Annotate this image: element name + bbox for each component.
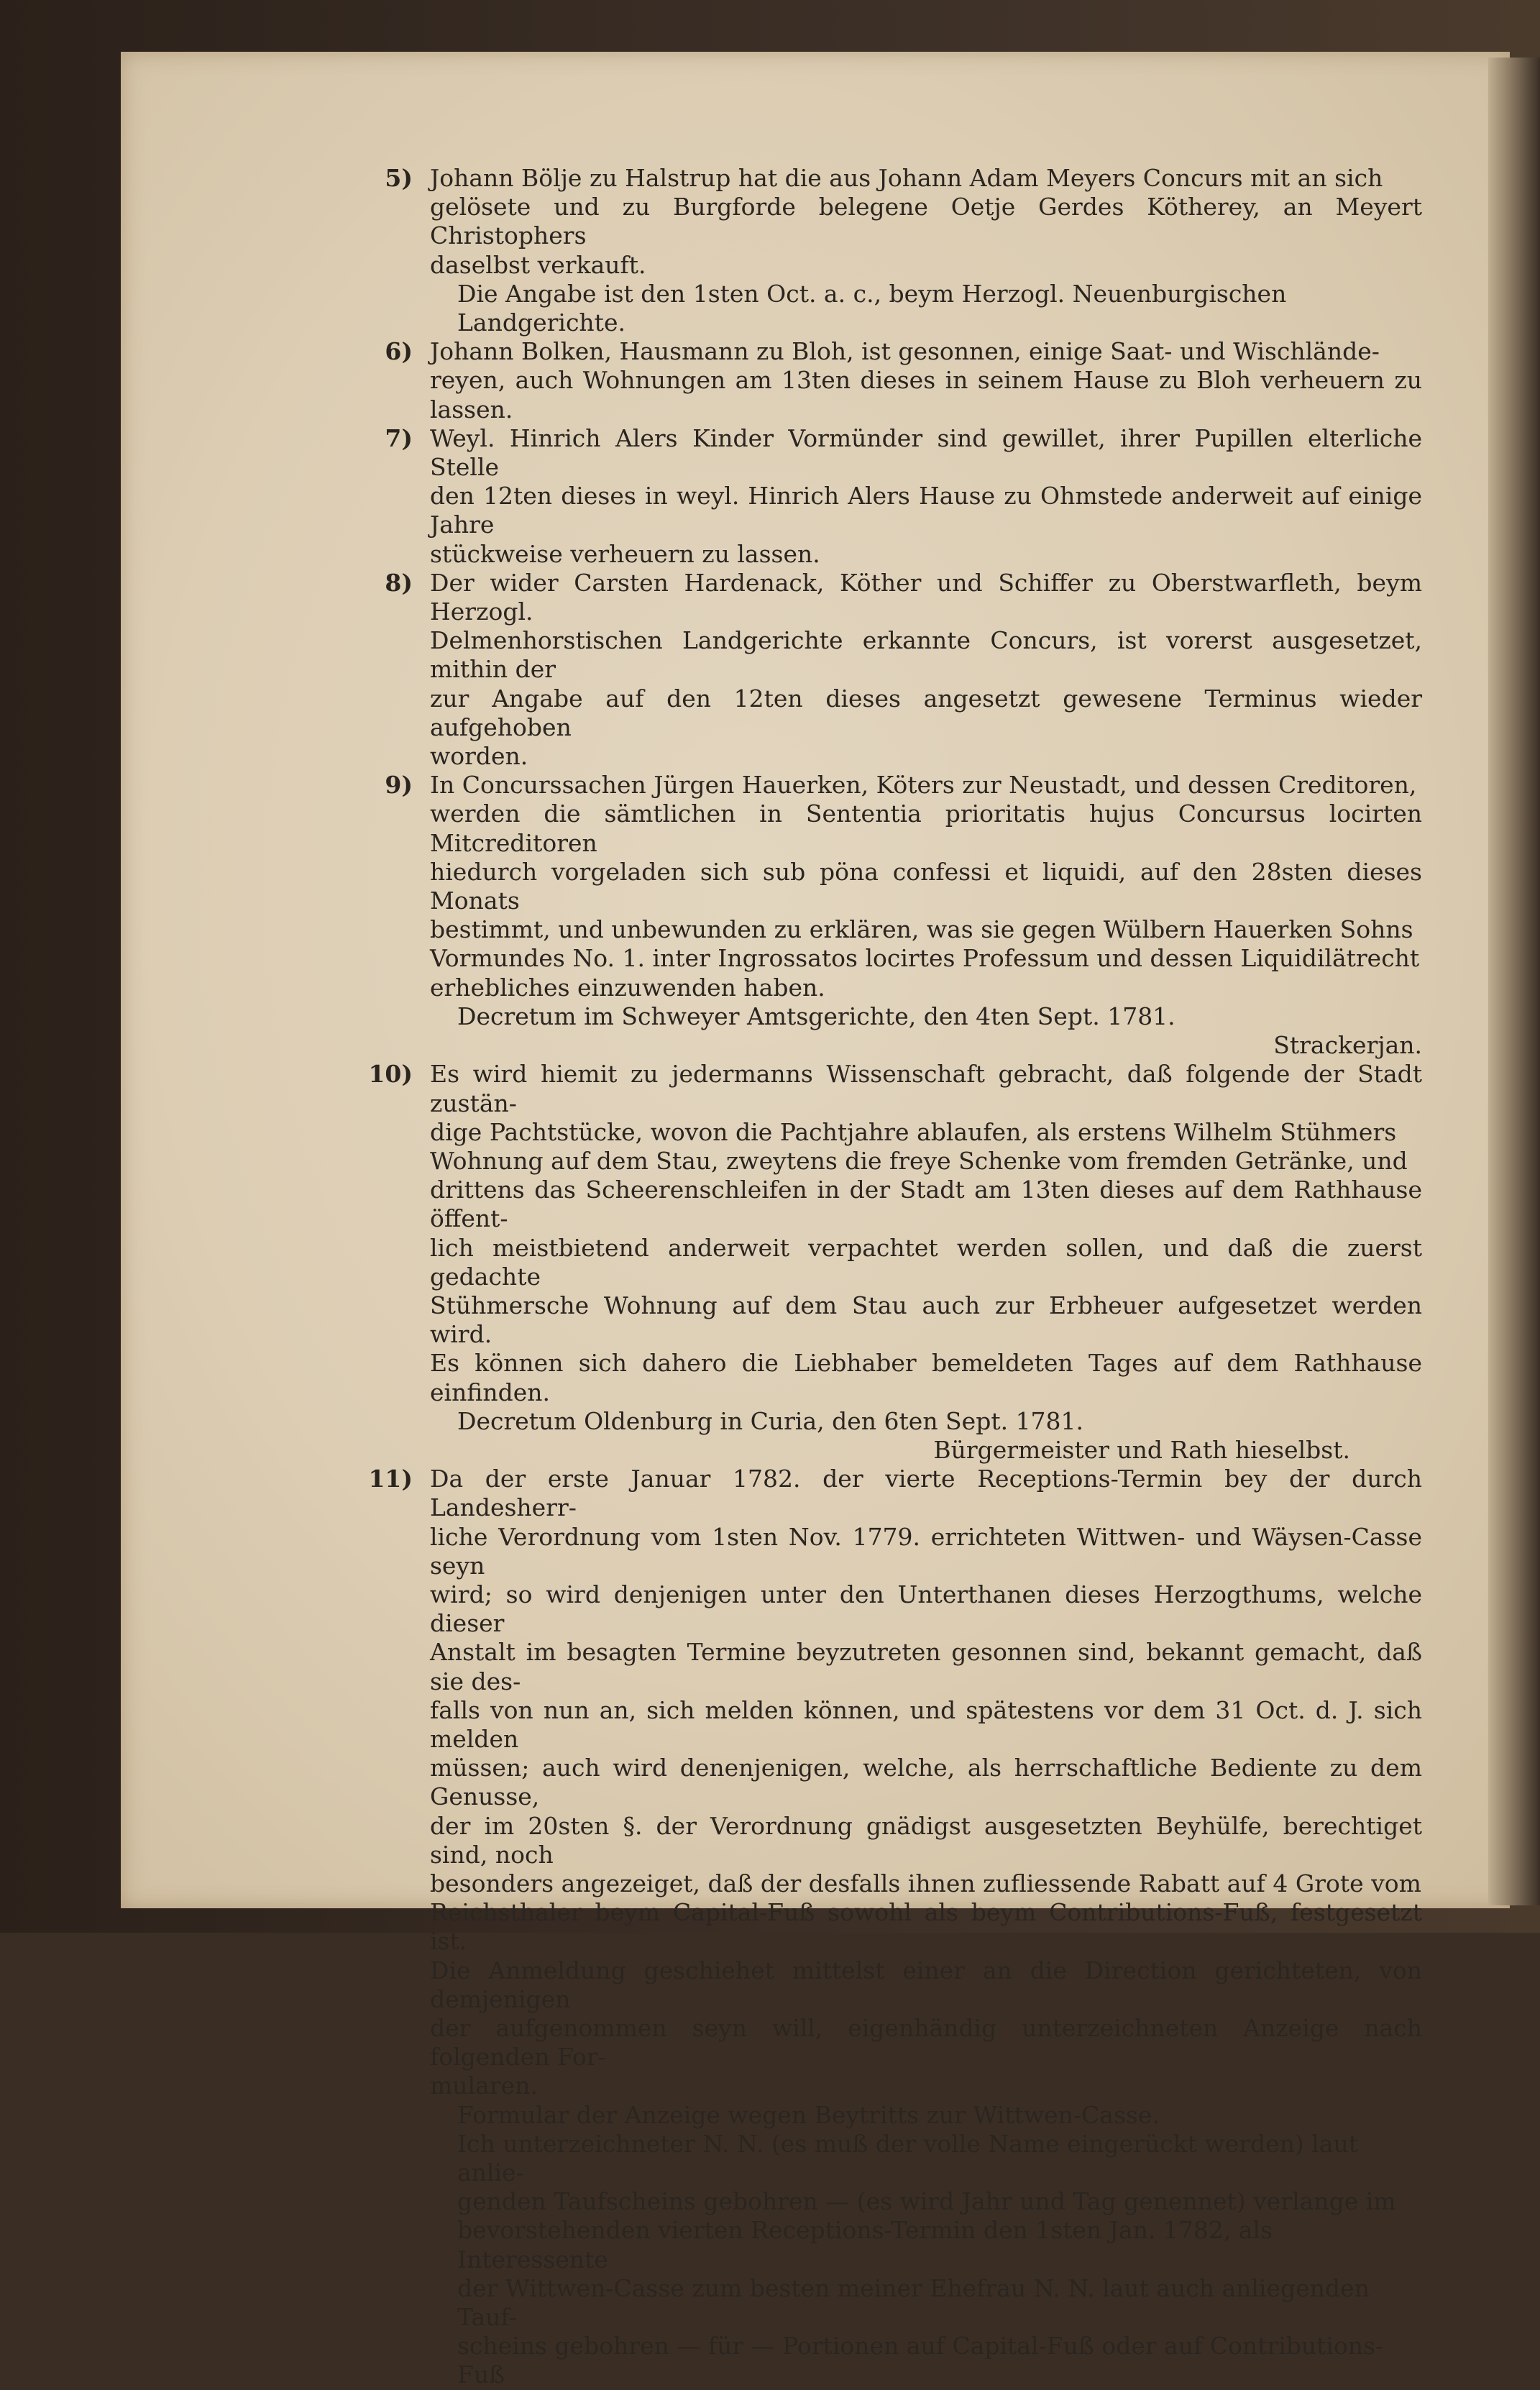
text-line: stückweise verheuern zu lassen. bbox=[430, 539, 820, 568]
text-line: Stühmersche Wohnung auf dem Stau auch zur Erbheuer aufgesetzet werden wird. bbox=[430, 1291, 1422, 1349]
formular-line: genden Taufscheins gebohren — (es wird Jahr und Tag genennet) verlange im bbox=[457, 2187, 1396, 2216]
entry-number: 6) bbox=[385, 337, 413, 366]
text-line: mularen. bbox=[430, 2071, 538, 2100]
entry-8 bbox=[380, 569, 1422, 771]
formular-title: Formular der Anzeige wegen Beytritts zur Wittwen-Casse. bbox=[457, 2100, 1160, 2129]
text-line: Johann Bölje zu Halstrup hat die aus Johann Adam Meyers Concurs mit an sich bbox=[430, 164, 1383, 192]
text-line: falls von nun an, sich melden können, und spätestens vor dem 31 Oct. d. J. sich melden bbox=[430, 1695, 1422, 1753]
text-line: worden. bbox=[430, 742, 528, 771]
text-line: wird; so wird denjenigen unter den Unterthanen dieses Herzogthums, welche dieser bbox=[430, 1580, 1422, 1638]
text-line: Es können sich dahero die Liebhaber bemeldeten Tages auf dem Rathhause einfinden. bbox=[430, 1349, 1422, 1406]
entry-number: 7) bbox=[385, 423, 413, 452]
text-line: werden die sämtlichen in Sententia prioritatis hujus Concursus locirten Mitcreditoren bbox=[430, 800, 1422, 857]
text-line: erhebliches einzuwenden haben. bbox=[430, 973, 825, 1002]
entry-7 bbox=[380, 424, 1422, 569]
entry-6 bbox=[380, 337, 1422, 424]
text-line: Anstalt im besagten Termine beyzutreten gesonnen sind, bekannt gemacht, daß sie des- bbox=[430, 1638, 1422, 1695]
page-text bbox=[368, 164, 1422, 2390]
formular-line: Ich unterzeichneter N. N. (es muß der volle Name eingerückt werden) laut anlie- bbox=[457, 2129, 1359, 2187]
notice-line: Die Angabe ist den 1sten Oct. a. c., beym Herzogl. Neuenburgischen Landgerichte. bbox=[457, 279, 1287, 337]
text-line: Reichsthaler beym Capital-Fuß sowohl als beym Contributions-Fuß, festgesetzt ist. bbox=[430, 1898, 1422, 1956]
text-line: bestimmt, und unbewunden zu erklären, was sie gegen Wülbern Hauerken Sohns bbox=[430, 915, 1413, 944]
text-line: lich meistbietend anderweit verpachtet werden sollen, und daß die zuerst gedachte bbox=[430, 1233, 1422, 1291]
formular-line: scheins gebohren — für — Portionen auf Capital-Fuß oder auf Contributions-Fuß bbox=[457, 2332, 1384, 2389]
text-line: Delmenhorstischen Landgerichte erkannte Concurs, ist vorerst ausgesetzet, mithin der bbox=[430, 626, 1422, 684]
entry-5 bbox=[380, 164, 1422, 337]
text-line: besonders angezeiget, daß der desfalls ihnen zufliessende Rabatt auf 4 Grote vom bbox=[430, 1869, 1421, 1897]
entry-number: 8) bbox=[385, 568, 413, 597]
text-line: hiedurch vorgeladen sich sub pöna confessi et liquidi, auf den 28sten dieses Monats bbox=[430, 857, 1422, 915]
entry-11 bbox=[368, 1465, 1422, 2390]
text-line: Wohnung auf dem Stau, zweytens die freye Schenke vom fremden Getränke, und bbox=[430, 1146, 1408, 1175]
text-line: dige Pachtstücke, wovon die Pachtjahre ablaufen, als erstens Wilhelm Stühmers bbox=[430, 1117, 1397, 1146]
text-line: Die Anmeldung geschiehet mittelst einer an die Direction gerichteten, von demjenigen bbox=[430, 1956, 1422, 2013]
text-line: gelösete und zu Burgforde belegene Oetje Gerdes Kötherey, an Meyert Christophers bbox=[430, 193, 1422, 250]
entry-10 bbox=[368, 1060, 1422, 1465]
text-line: Da der erste Januar 1782. der vierte Receptions-Termin bey der durch Landesherr- bbox=[430, 1465, 1422, 1522]
next-page-edge bbox=[1488, 58, 1540, 1905]
text-line: der aufgenommen seyn will, eigenhändig unterzeichneten Anzeige nach folgenden For- bbox=[430, 2014, 1422, 2071]
text-line: müssen; auch wird denenjenigen, welche, als herrschaftliche Bediente zu dem Genusse, bbox=[430, 1754, 1422, 1811]
text-line: drittens das Scheerenschleifen in der Stadt am 13ten dieses auf dem Rathhause öffent- bbox=[430, 1176, 1422, 1233]
text-line: liche Verordnung vom 1sten Nov. 1779. errichteten Wittwen- und Wäysen-Casse seyn bbox=[430, 1522, 1422, 1580]
signature: Bürgermeister und Rath hieselbst. bbox=[933, 1435, 1350, 1464]
decree-line: Decretum im Schweyer Amtsgerichte, den 4ten Sept. 1781. bbox=[457, 1002, 1175, 1030]
text-line: Johann Bolken, Hausmann zu Bloh, ist gesonnen, einige Saat- und Wischlände- bbox=[430, 337, 1380, 366]
signature: Strackerjan. bbox=[1273, 1031, 1422, 1060]
text-line: In Concurssachen Jürgen Hauerken, Köters zur Neustadt, und dessen Creditoren, bbox=[430, 771, 1417, 800]
decree-line: Decretum Oldenburg in Curia, den 6ten Sept. 1781. bbox=[457, 1406, 1084, 1435]
entry-number: 11) bbox=[368, 1465, 413, 1493]
text-line: Der wider Carsten Hardenack, Köther und Schiffer zu Oberstwarfleth, beym Herzogl. bbox=[430, 568, 1422, 626]
text-line: reyen, auch Wohnungen am 13ten dieses in seinem Hause zu Bloh verheuern zu lassen. bbox=[430, 366, 1422, 423]
text-line: zur Angabe auf den 12ten dieses angesetzt gewesene Terminus wieder aufgehoben bbox=[430, 684, 1422, 741]
text-line: Weyl. Hinrich Alers Kinder Vormünder sind gewillet, ihrer Pupillen elterliche Stelle bbox=[430, 423, 1422, 482]
text-line: der im 20sten §. der Verordnung gnädigst ausgesetzten Beyhülfe, berechtiget sind, noch bbox=[430, 1811, 1422, 1869]
formular-line: bevorstehenden vierten Receptions-Termin den 1sten Jan. 1782, als Interessente bbox=[457, 2216, 1273, 2274]
text-line: daselbst verkauft. bbox=[430, 250, 646, 279]
text-line: Vormundes No. 1. inter Ingrossatos locirtes Professum und dessen Liquidilätrecht bbox=[430, 944, 1420, 973]
entry-number: 5) bbox=[385, 164, 413, 192]
entry-9 bbox=[380, 771, 1422, 1060]
text-line: Es wird hiemit zu jedermanns Wissenschaft gebracht, daß folgende der Stadt zustän- bbox=[430, 1060, 1422, 1117]
entry-number: 10) bbox=[368, 1060, 413, 1089]
text-line: den 12ten dieses in weyl. Hinrich Alers Hause zu Ohmstede anderweit auf einige Jahre bbox=[430, 482, 1422, 539]
entry-number: 9) bbox=[385, 771, 413, 800]
formular-line: der Wittwen-Casse zum besten meiner Ehefrau N. N. laut auch anliegenden Tauf- bbox=[457, 2274, 1370, 2332]
